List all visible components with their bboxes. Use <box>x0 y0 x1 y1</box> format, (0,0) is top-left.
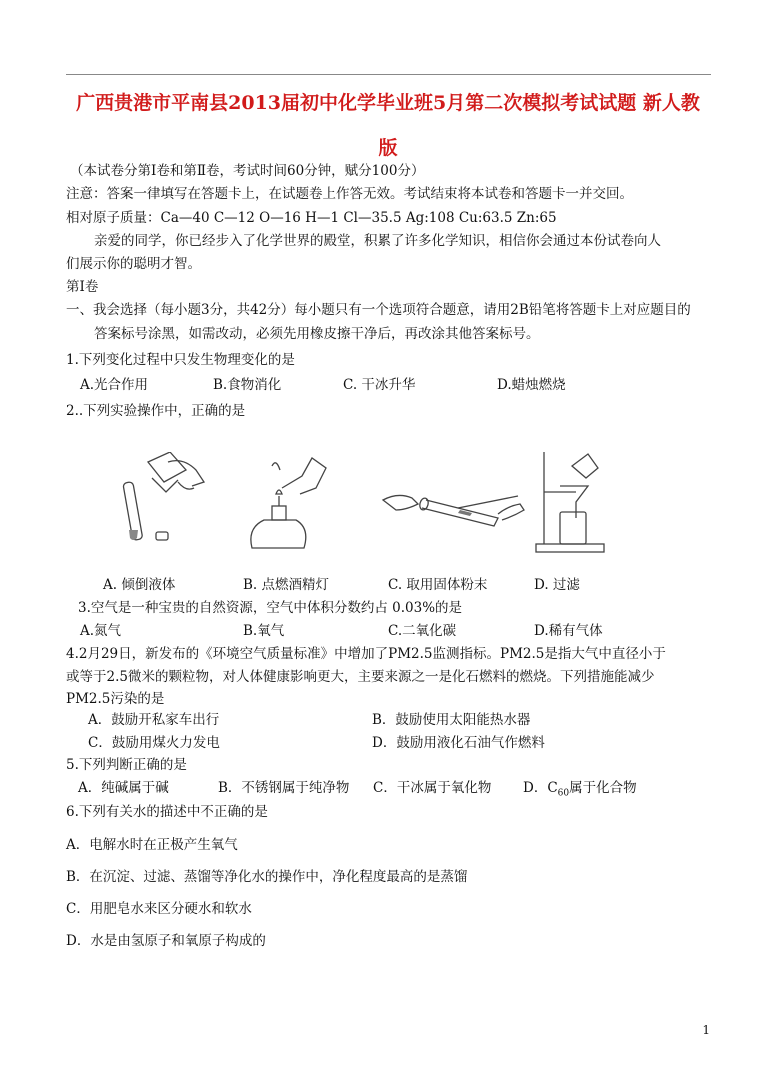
q1-option-c: C. 干冰升华 <box>343 377 416 393</box>
q2-stem: 2..下列实验操作中，正确的是 <box>66 403 246 419</box>
q3-option-d: D.稀有气体 <box>534 623 603 639</box>
notice: 注意：答案一律填写在答题卡上，在试题卷上作答无效。考试结束将本试卷和答题卡一并交回。 <box>66 186 633 202</box>
pouring-liquid-figure <box>108 452 208 562</box>
q5-stem: 5.下列判断正确的是 <box>66 757 187 773</box>
q1-option-a: A.光合作用 <box>80 377 149 393</box>
q3-stem: 3.空气是一种宝贵的自然资源，空气中体积分数约占 0.03%的是 <box>78 600 463 616</box>
q1-option-d: D.蜡烛燃烧 <box>497 377 566 393</box>
q6-option-b: B．在沉淀、过滤、蒸馏等净化水的操作中，净化程度最高的是蒸馏 <box>66 869 468 885</box>
q5-option-b: B．不锈钢属于纯净物 <box>218 780 350 796</box>
q6-option-c: C．用肥皂水来区分硬水和软水 <box>66 901 252 917</box>
q4-option-d: D．鼓励用液化石油气作燃料 <box>372 735 545 751</box>
page-number: 1 <box>702 1023 710 1037</box>
q6-option-d: D．水是由氢原子和氧原子构成的 <box>66 933 266 949</box>
q1-option-b: B.食物消化 <box>213 377 282 393</box>
filtration-figure <box>532 448 612 554</box>
q4-option-c: C．鼓励用煤火力发电 <box>88 735 220 751</box>
q6-stem: 6.下列有关水的描述中不正确的是 <box>66 804 268 820</box>
intro-line2: 们展示你的聪明才智。 <box>66 256 201 272</box>
top-rule <box>66 74 711 75</box>
intro-line1: 亲爱的同学，你已经步入了化学世界的殿堂，积累了许多化学知识，相信你会通过本份试卷向人 <box>94 233 661 249</box>
volume-label: 第Ⅰ卷 <box>66 279 99 295</box>
q4-option-b: B．鼓励使用太阳能热水器 <box>372 712 531 728</box>
alcohol-lamp-figure <box>242 448 332 558</box>
q4-stem-line2: 或等于2.5微米的颗粒物，对人体健康影响更大，主要来源之一是化石燃料的燃烧。下列措施能减少 <box>66 669 655 685</box>
q2-option-a: A. 倾倒液体 <box>103 577 176 593</box>
taking-solid-powder-figure <box>378 470 528 540</box>
q3-option-a: A.氮气 <box>80 623 122 639</box>
exam-title-line1: 广西贵港市平南县2013届初中化学毕业班5月第二次模拟考试试题 新人教 <box>76 92 700 114</box>
q3-option-b: B.氧气 <box>243 623 285 639</box>
q4-stem-line1: 4.2月29日，新发布的《环境空气质量标准》中增加了PM2.5监测指标。PM2.5是指大气中直径小于 <box>66 646 666 662</box>
exam-info: （本试卷分第Ⅰ卷和第Ⅱ卷，考试时间60分钟，赋分100分） <box>70 163 425 179</box>
q4-stem-line3: PM2.5污染的是 <box>66 691 165 707</box>
q5-option-d-suffix: 属于化合物 <box>569 780 637 796</box>
exam-title-line2: 版 <box>378 137 398 159</box>
section-instruction-line1: 一、我会选择（每小题3分，共42分）每小题只有一个选项符合题意，请用2B铅笔将答题卡上对应题目的 <box>66 302 691 318</box>
section-instruction-line2: 答案标号涂黑，如需改动，必须先用橡皮擦干净后，再改涂其他答案标号。 <box>94 326 540 342</box>
atomic-mass: 相对原子质量：Ca—40 C—12 O—16 H—1 Cl—35.5 Ag:108 Cu:63.5 Zn:65 <box>66 210 557 226</box>
q3-option-c: C.二氧化碳 <box>388 623 457 639</box>
q6-option-a: A．电解水时在正极产生氧气 <box>66 837 238 853</box>
q5-option-d-prefix: D．C <box>523 780 558 796</box>
q2-option-b: B. 点燃酒精灯 <box>243 577 330 593</box>
q4-option-a: A．鼓励开私家车出行 <box>88 712 220 728</box>
q5-option-d-subscript: 60 <box>557 788 570 799</box>
q5-option-c: C．干冰属于氧化物 <box>373 780 492 796</box>
q2-option-c: C. 取用固体粉末 <box>388 577 488 593</box>
q1-stem: 1.下列变化过程中只发生物理变化的是 <box>66 352 295 368</box>
q5-option-d <box>523 779 637 803</box>
q2-option-d: D. 过滤 <box>534 577 580 593</box>
q5-option-a: A．纯碱属于碱 <box>78 780 169 796</box>
